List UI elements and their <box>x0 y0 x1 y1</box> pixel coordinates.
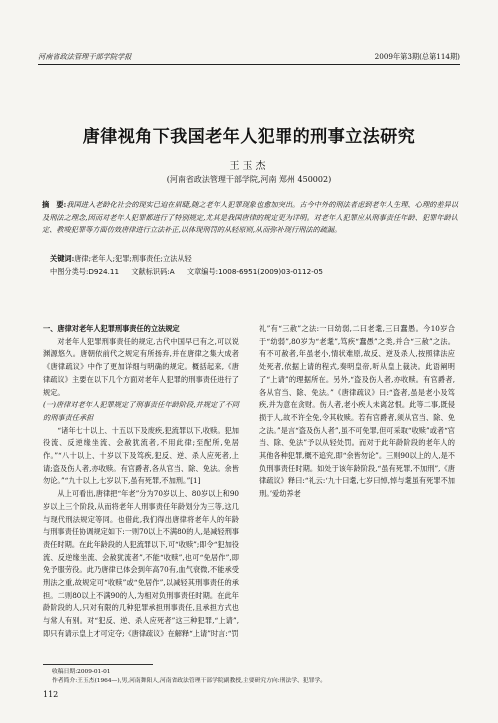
keywords-text: 唐律;老年人;犯罪;刑事责任;立法从轻 <box>74 254 192 263</box>
footnote-received: 收稿日期:2009-01-01 <box>52 669 111 675</box>
document-code: 文献标识码:A <box>131 267 175 276</box>
issue-info: 2009年第3期(总第114期) <box>374 52 460 61</box>
article-title: 唐律视角下我国老年人犯罪的刑事立法研究 <box>82 127 416 147</box>
keywords-label: 关键词: <box>50 254 75 263</box>
page-number: 112 <box>43 690 59 699</box>
footnote-author-bio: 作者简介:王玉杰(1964—),男,河南舞阳人,河南省政法管理干部学院副教授,主要研究方向:刑法学、犯罪学。 <box>52 678 327 684</box>
article-number: 文章编号:1008-6951(2009)03-0112-05 <box>186 267 323 276</box>
header-rule <box>38 64 460 65</box>
paragraph-analysis: 从上可看出,唐律把“年老”分为70岁以上、80岁以上和90岁以上三个阶段,从而将老年人刑事责任年龄划分为三等,这几与现代刑法规定等同。也借此,我们得出唐律将老年人的年龄与刑事责任协调规定如下:一则70以上不满80的人,是减轻刑事责任时期。在此年龄段的人犯流罪以下,可“收赎”;即令“犯加役流、反逆缘坐流、会赦犹流者”,不能“收赎”,也可“免居作”,即免予服劳役。此乃唐律已体会到年高70有,血气衰微,不能承受刑法之重,故规定可“收赎”或“免居作”,以减轻其刑事责任的承担。二则80以上不满90的人,为相对负刑事责任时期。在此年龄阶段的人,只对有限的几种犯罪承担刑事责任,且承担方式也与常人有别。对“犯反、逆、杀人应死者”这三种犯罪,“上请”,即只有请示皇上才可定夺;《唐律疏议》在解释“上请”时言:“罚 <box>43 489 239 638</box>
classification-line <box>50 267 333 277</box>
paragraph-analysis-continued: 礼”有“三赦”之法:一曰幼弱,二曰老耄,三曰蠢愚。今10岁合于“幼弱”,80岁为“老耄”,笃疾“蠢愚”之类,并合“三赦”之法。有不可赦者,年虽老小,情状难原,故反、逆及杀人,按照律法应处死者,依据上请的程式,奏明皇帝,听从皇上裁决。此语阐明了“上请”的理据所在。另外,“盗及伤人者,亦收赎。有官爵者,各从官当、除、免法。”《唐律疏议》曰:“盗者,虽是老小及笃疾,并为意在贪财。伤人者,老小疾人未离忿恨。此等二事,既侵损于人,故不许全免,令其收赎。若有官爵者,须从官当、除、免之法。”是言“盗及伤人者”,虽不可免罪,但可采取“收赎”或者“官当、除、免法”予以从轻处罚。而对于此年龄阶段的老年人的其他各种犯罪,概不追究,即“余皆勿论”。三则90以上的人,是不负刑事责任时期。如处于该年龄阶段,“虽有死罪,不加刑”,《唐律疏议》释曰:“礼云:‘九十曰耄,七岁曰悼,悼与耄虽有死罪不加刑。’爱幼养老 <box>259 324 455 499</box>
abstract <box>42 199 458 237</box>
journal-name: 河南省政法管理干部学院学报 <box>38 52 132 61</box>
keywords <box>50 254 192 264</box>
abstract-text: 我国进入老龄化社会的现实已迫在眉睫,随之老年人犯罪现象也愈加突出。古今中外的刑法者虑到老年人生理、心理的差异以及刑法之理念,因而对老年人犯罪都进行了特别规定,尤其是我国唐律的规定更为详明。对老年人犯罪应从刑事责任年龄、犯罪年龄认定、教唆犯罪等方面仿效唐律进行立法补正,以体现刑罚的从轻原则,从而弥补现行刑法的疏漏。 <box>42 200 459 235</box>
author-affiliation: (河南省政法管理干部学院,河南 郑州 450002) <box>166 175 332 184</box>
paragraph-quote: “诸年七十以上、十五以下及废疾,犯流罪以下,收赎。犯加役流、反逆缘坐流、会赦犹流者,不用此律;至配所,免居作。”“八十以上、十岁以下及笃疾,犯反、逆、杀人应死者,上请;盗及伤人者,亦收赎。有官爵者,各从官当、除、免法。余皆勿论。”“九十以上,七岁以下,虽有死罪,不加刑。”[1] <box>43 425 239 486</box>
clc-number: 中图分类号:D924.11 <box>50 267 120 276</box>
paragraph-intro: 对老年人犯罪刑事责任的规定,古代中国早已有之,可以说渊源悠久。唐朝依前代之规定有所扬弃,并在唐律之集大成者《唐律疏议》中作了更加详细与明确的规定。概括起来,《唐律疏议》主要在以下几个方面对老年人犯罪的刑事责任进行了规定。 <box>43 336 239 397</box>
author-name: 王玉杰 <box>229 161 269 172</box>
body-column-left <box>43 323 239 641</box>
footnote-rule <box>43 664 153 665</box>
section-heading: 一、唐律对老年人犯罪刑事责任的立法规定 <box>43 324 180 333</box>
abstract-label: 摘 要: <box>42 200 67 209</box>
body-column-right <box>259 323 455 501</box>
subsection-heading: (一)唐律对老年人犯罪规定了刑事责任年龄阶段,并规定了不同的刑事责任承担 <box>43 400 239 422</box>
